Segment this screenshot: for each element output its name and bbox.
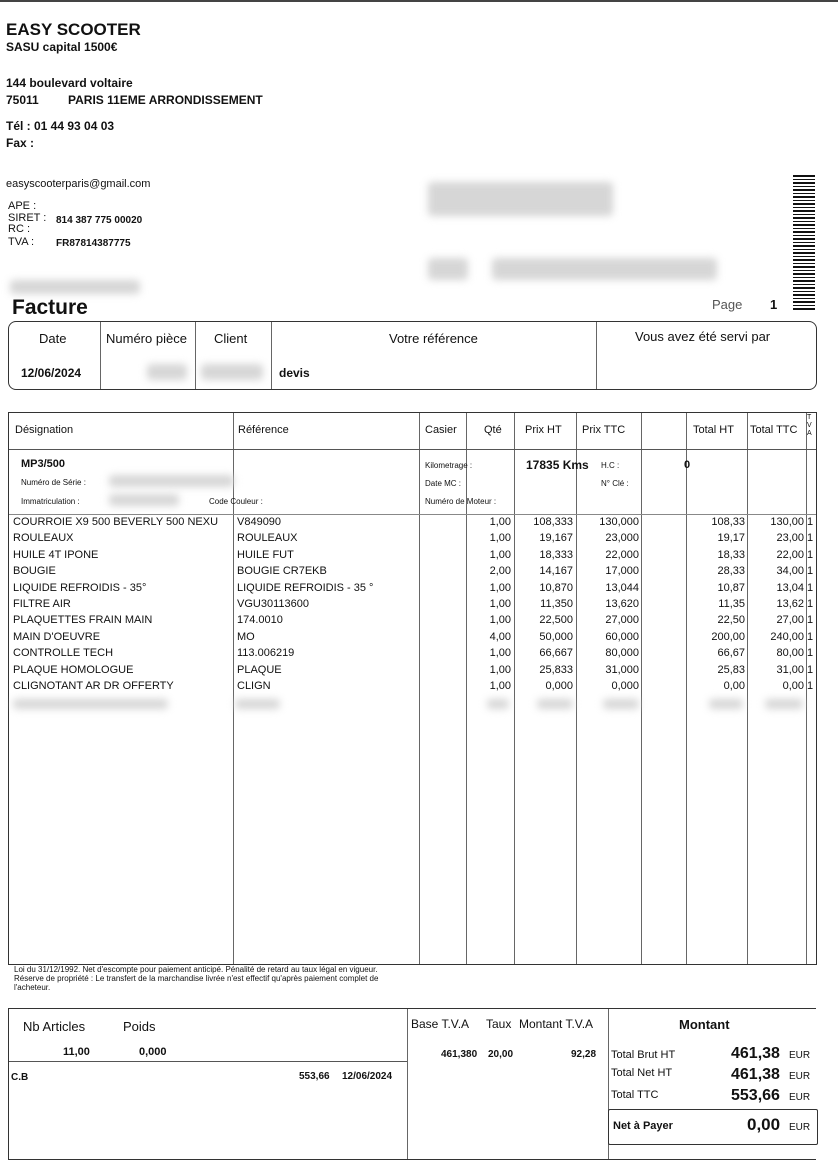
table-row [9, 664, 816, 680]
apayer-currency: EUR [789, 1122, 811, 1133]
legal-line-1: Loi du 31/12/1992. Net d'escompte pour paiement anticipé. Pénalité de retard au taux légal en vigueur. [14, 965, 378, 974]
redacted-client-city [492, 258, 717, 280]
cell-reference: MO [237, 630, 255, 643]
col-qte: Qté [484, 424, 502, 436]
cell-designation: CONTROLLE TECH [13, 647, 114, 660]
company-city: PARIS 11EME ARRONDISSEMENT [68, 93, 263, 107]
cell-tva: 1 [807, 614, 814, 627]
net-value: 461,38 [731, 1066, 780, 1083]
cell-prix-ttc: 22,000 [605, 548, 639, 561]
hc-label: H.C : [601, 461, 620, 470]
km-label: Kilometrage : [425, 461, 473, 470]
apayer-value: 0,00 [747, 1115, 781, 1134]
cell-designation: PLAQUETTES FRAIN MAIN [13, 614, 153, 627]
company-legal: SASU capital 1500€ [6, 40, 118, 54]
cell-total-ht: 28,33 [717, 565, 745, 578]
cell-total-ttc: 0,00 [782, 680, 804, 692]
cell-prix-ht: 14,167 [539, 565, 573, 578]
cell-tva: 1 [807, 532, 814, 545]
cell-reference: CLIGN [237, 680, 271, 692]
cell-total-ht: 108,33 [711, 516, 745, 528]
motor-label: Numéro de Moteur : [425, 497, 497, 506]
cell-tva: 1 [807, 630, 814, 643]
company-email: easyscooterparis@gmail.com [6, 178, 151, 190]
taux-label: Taux [486, 1017, 512, 1031]
siret-value: 814 387 775 00020 [56, 215, 143, 226]
hc-value: 0 [684, 459, 691, 471]
cell-prix-ht: 19,167 [539, 532, 573, 545]
immat-label: Immatriculation : [21, 497, 80, 506]
cell-prix-ttc: 13,620 [605, 598, 639, 610]
col-total-ttc: Total TTC [750, 424, 798, 436]
cell-prix-ttc: 27,000 [605, 614, 639, 627]
cell-reference: 174.0010 [237, 614, 283, 627]
redacted-row-prix-ttc [603, 699, 639, 709]
company-name: EASY SCOOTER [6, 20, 141, 39]
redacted-client-postcode [428, 258, 468, 280]
cell-reference: HUILE FUT [237, 548, 294, 561]
cell-tva: 1 [807, 516, 814, 528]
tva-value: FR87814387775 [56, 238, 131, 249]
legal-line-3: l'acheteur. [14, 983, 51, 992]
cell-total-ht: 66,67 [717, 647, 745, 660]
cell-designation: MAIN D'OEUVRE [13, 630, 101, 643]
poids-value: 0,000 [139, 1046, 167, 1058]
net-label: Total Net HT [611, 1067, 673, 1079]
serial-label: Numéro de Série : [21, 478, 86, 487]
date-label: Date [39, 331, 67, 346]
cell-total-ttc: 22,00 [776, 548, 804, 561]
redacted-immat [109, 494, 179, 506]
footer-box [8, 1008, 816, 1160]
net-currency: EUR [789, 1071, 811, 1082]
apayer-label: Net à Payer [613, 1120, 673, 1132]
cell-total-ttc: 240,00 [770, 630, 804, 643]
col-total-ht: Total HT [693, 424, 734, 436]
table-row [9, 680, 816, 696]
cell-total-ht: 22,50 [717, 614, 745, 627]
cell-total-ttc: 130,00 [770, 516, 804, 528]
cell-qte: 1,00 [489, 680, 511, 692]
redacted-row-total-ht [709, 699, 743, 709]
cell-qte: 1,00 [489, 516, 511, 528]
cell-total-ht: 0,00 [723, 680, 745, 692]
cell-tva: 1 [807, 565, 814, 578]
cell-qte: 1,00 [489, 598, 511, 610]
redacted-row-prix-ht [537, 699, 573, 709]
cell-tva: 1 [807, 581, 814, 594]
siret-label: SIRET : [8, 212, 47, 224]
cell-prix-ttc: 0,000 [611, 680, 639, 692]
company-address: 144 boulevard voltaire [6, 76, 133, 90]
cell-designation: BOUGIE [13, 565, 56, 578]
km-value: 17835 Kms [526, 458, 589, 472]
table-row [9, 549, 816, 565]
legal-notice [14, 965, 454, 992]
brut-label: Total Brut HT [611, 1049, 676, 1061]
cell-total-ttc: 34,00 [776, 565, 804, 578]
table-row [9, 532, 816, 548]
montant-tva-value: 92,28 [571, 1049, 597, 1060]
ape-label: APE : [8, 200, 37, 212]
redacted-text [10, 280, 140, 294]
col-prix-ttc: Prix TTC [582, 424, 626, 436]
barcode-image [793, 175, 815, 310]
cell-tva: 1 [807, 647, 814, 660]
cell-prix-ht: 108,333 [533, 516, 573, 528]
page-label: Page [712, 297, 743, 312]
col-tva: TVA [807, 414, 812, 437]
montant-tva-label: Montant T.V.A [519, 1017, 594, 1031]
base-tva-value: 461,380 [441, 1049, 478, 1060]
poids-label: Poids [123, 1019, 156, 1034]
col-designation: Désignation [15, 424, 74, 436]
table-row [9, 614, 816, 630]
taux-value: 20,00 [488, 1049, 514, 1060]
top-border [0, 0, 838, 2]
items-table [8, 412, 817, 965]
cell-designation: CLIGNOTANT AR DR OFFERTY [13, 680, 174, 692]
cell-prix-ttc: 130,000 [599, 516, 639, 528]
cell-total-ttc: 23,00 [776, 532, 804, 545]
document-title: Facture [12, 296, 88, 319]
cell-total-ht: 200,00 [711, 630, 745, 643]
cell-prix-ht: 50,000 [539, 630, 573, 643]
redacted-serial [109, 475, 234, 487]
company-postcode: 75011 [6, 93, 39, 107]
cell-total-ht: 11,35 [718, 598, 745, 610]
cell-total-ttc: 27,00 [776, 614, 804, 627]
cell-designation: HUILE 4T IPONE [13, 548, 99, 561]
invoice-header-box [8, 321, 817, 390]
redacted-client-address [428, 182, 613, 216]
redacted-piece-number [147, 364, 187, 380]
reference-label: Votre référence [389, 331, 478, 346]
cell-prix-ht: 66,667 [539, 647, 573, 660]
cell-reference: LIQUIDE REFROIDIS - 35 ° [237, 581, 374, 594]
base-tva-label: Base T.V.A [411, 1017, 470, 1031]
cle-label: N° Clé : [601, 479, 629, 488]
tva-label: TVA : [8, 236, 35, 248]
cell-designation: FILTRE AIR [13, 598, 71, 610]
served-by-label: Vous avez été servi par [635, 329, 771, 344]
montant-label: Montant [679, 1017, 730, 1032]
table-row [9, 565, 816, 581]
vehicle-model: MP3/500 [21, 458, 66, 470]
cell-tva: 1 [807, 680, 814, 692]
cell-prix-ht: 10,870 [539, 581, 573, 594]
cell-total-ttc: 80,00 [776, 647, 804, 660]
reference-value: devis [279, 366, 310, 380]
cell-reference: ROULEAUX [237, 532, 298, 545]
table-row [9, 647, 816, 663]
color-label: Code Couleur : [209, 497, 263, 506]
nb-articles-label: Nb Articles [23, 1019, 86, 1034]
cell-designation: COURROIE X9 500 BEVERLY 500 NEXU [13, 516, 219, 528]
date-value: 12/06/2024 [21, 366, 82, 380]
cell-total-ttc: 13,04 [776, 581, 804, 594]
cell-tva: 1 [807, 598, 814, 610]
brut-currency: EUR [789, 1050, 811, 1061]
cell-total-ht: 10,87 [717, 581, 745, 594]
cell-prix-ttc: 13,044 [605, 581, 639, 594]
ttc-value: 553,66 [731, 1087, 780, 1104]
item-rows [9, 516, 816, 706]
ttc-currency: EUR [789, 1092, 811, 1103]
cell-qte: 1,00 [489, 581, 511, 594]
payment-method: C.B [11, 1072, 29, 1083]
cell-qte: 1,00 [489, 663, 511, 676]
table-row [9, 582, 816, 598]
date-mc-label: Date MC : [425, 479, 462, 488]
col-reference: Référence [238, 424, 289, 436]
company-tel: Tél : 01 44 93 04 03 [6, 119, 115, 133]
cell-qte: 1,00 [489, 614, 511, 627]
page-number: 1 [770, 297, 778, 312]
cell-prix-ttc: 23,000 [605, 532, 639, 545]
rc-label: RC : [8, 223, 30, 235]
cell-prix-ht: 0,000 [545, 680, 573, 692]
cell-reference: 113.006219 [237, 647, 295, 660]
cell-total-ht: 25,83 [717, 663, 745, 676]
net-a-payer-box [608, 1109, 818, 1145]
cell-designation: LIQUIDE REFROIDIS - 35° [13, 581, 147, 594]
cell-reference: V849090 [237, 516, 282, 528]
cell-total-ttc: 13,62 [776, 598, 804, 610]
cell-qte: 2,00 [489, 565, 511, 578]
cell-total-ht: 19,17 [717, 532, 745, 545]
cell-prix-ttc: 60,000 [605, 630, 639, 643]
col-prix-ht: Prix HT [525, 424, 562, 436]
cell-prix-ht: 25,833 [539, 663, 573, 676]
cell-prix-ht: 22,500 [539, 614, 573, 627]
redacted-client-code [201, 364, 263, 380]
col-casier: Casier [425, 424, 457, 436]
payment-amount: 553,66 [299, 1071, 330, 1082]
cell-reference: PLAQUE [237, 663, 282, 676]
client-label: Client [214, 331, 248, 346]
cell-qte: 1,00 [489, 548, 511, 561]
nb-articles-value: 11,00 [63, 1046, 90, 1058]
cell-prix-ttc: 31,000 [605, 663, 639, 676]
cell-prix-ttc: 80,000 [605, 647, 639, 660]
cell-reference: VGU30113600 [237, 598, 309, 610]
redacted-row-designation [13, 699, 168, 709]
cell-prix-ttc: 17,000 [605, 565, 639, 578]
cell-tva: 1 [807, 548, 814, 561]
cell-designation: ROULEAUX [13, 532, 74, 545]
brut-value: 461,38 [731, 1045, 780, 1062]
payment-date: 12/06/2024 [342, 1071, 393, 1082]
cell-qte: 1,00 [489, 532, 511, 545]
cell-prix-ht: 11,350 [540, 598, 573, 610]
cell-qte: 4,00 [489, 630, 511, 643]
ttc-label: Total TTC [611, 1089, 659, 1101]
cell-designation: PLAQUE HOMOLOGUE [13, 663, 134, 676]
legal-line-2: Réserve de propriété : Le transfert de la marchandise livrée n'est effectif qu'après paiement complet de [14, 974, 379, 983]
cell-reference: BOUGIE CR7EKB [237, 565, 327, 578]
table-row [9, 516, 816, 532]
table-row [9, 598, 816, 614]
company-fax: Fax : [6, 136, 35, 150]
redacted-row-qte [487, 699, 509, 709]
cell-total-ttc: 31,00 [776, 663, 804, 676]
redacted-row-total-ttc [765, 699, 803, 709]
redacted-row-reference [235, 699, 280, 709]
piece-label: Numéro pièce [106, 331, 187, 346]
cell-qte: 1,00 [489, 647, 511, 660]
cell-tva: 1 [807, 663, 814, 676]
cell-total-ht: 18,33 [717, 548, 745, 561]
table-row [9, 631, 816, 647]
cell-prix-ht: 18,333 [539, 548, 573, 561]
